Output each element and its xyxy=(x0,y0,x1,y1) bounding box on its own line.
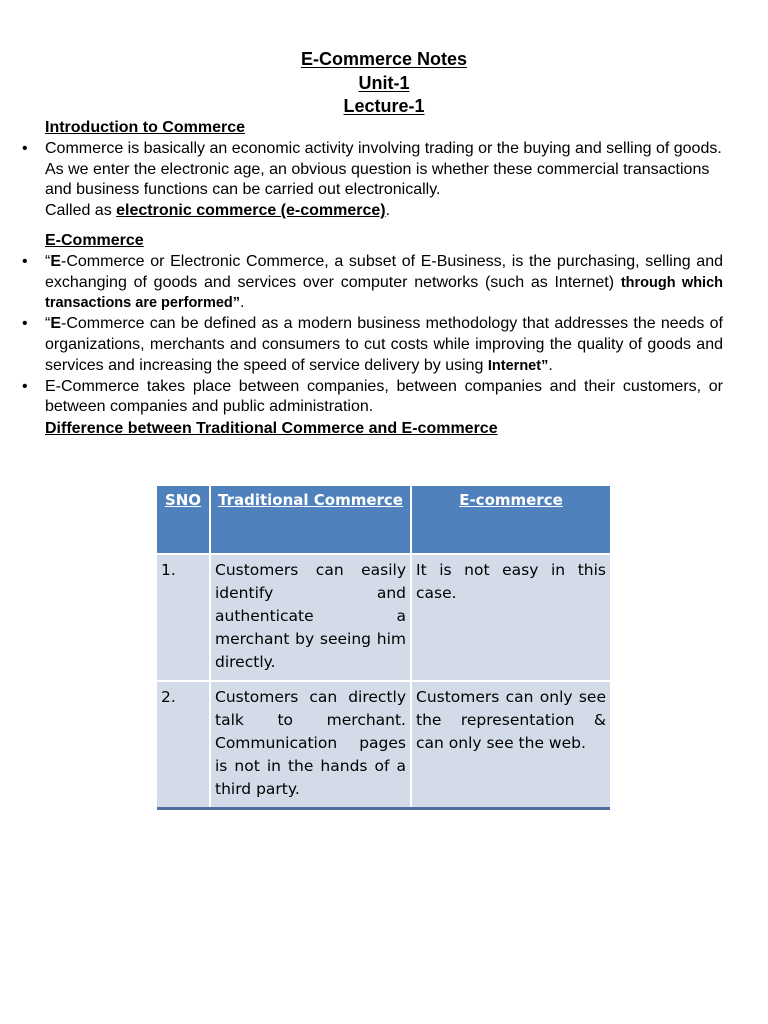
difference-heading: Difference between Traditional Commerce and E-commerce xyxy=(45,420,498,438)
def2-bold-letter: E xyxy=(50,315,61,333)
intro-line-3-term: electronic commerce (e-commerce) xyxy=(116,202,386,220)
def2-end: . xyxy=(548,356,553,374)
intro-line-3-suffix: . xyxy=(385,202,391,220)
document-title: E-Commerce Notes xyxy=(300,49,468,69)
bullet-symbol: • xyxy=(22,139,28,157)
header-traditional: Traditional Commerce xyxy=(210,486,411,554)
bullet-symbol: • xyxy=(22,377,28,395)
intro-line-2: As we enter the electronic age, an obvious question is whether these commercial transactions and business functions can be carried out electronically. xyxy=(45,160,710,199)
def2-text: -Commerce can be defined as a modern business methodology that addresses the needs of organizations, merchants and consumers to cut costs while improving the quality of goods and services and increasing the speed of service delivery by using xyxy=(45,315,723,374)
bullet-symbol: • xyxy=(22,252,28,270)
table-row xyxy=(157,554,610,681)
table-header-row xyxy=(157,486,610,554)
intro-line-3-prefix: Called as xyxy=(45,202,117,220)
ecommerce-heading: E-Commerce xyxy=(45,231,144,249)
def2-open-quote: “ xyxy=(45,315,51,333)
def1-bold-end: through which transactions are performed” xyxy=(45,274,724,312)
notes-content xyxy=(22,118,723,440)
def1-end: . xyxy=(240,294,245,312)
def2-bold-end: Internet” xyxy=(487,357,549,374)
unit-title: Unit-1 xyxy=(358,72,410,93)
cell-ecommerce: Customers can only see the representation & can only see the web. xyxy=(411,681,610,809)
table-row xyxy=(157,681,610,809)
title-block xyxy=(0,48,768,119)
comparison-table-wrap xyxy=(157,486,610,810)
cell-traditional: Customers can directly talk to merchant. Communication pages is not in the hands of a third party. xyxy=(210,681,411,809)
ecommerce-def-2 xyxy=(22,314,723,376)
ecommerce-def-1 xyxy=(22,252,723,314)
intro-bullet xyxy=(22,139,723,160)
bullet-symbol: • xyxy=(22,315,28,333)
def1-bold-letter: E xyxy=(50,252,61,270)
def3-text: E-Commerce takes place between companies, between companies and their customers, or between companies and public administration. xyxy=(45,377,723,416)
intro-line-3 xyxy=(45,201,723,222)
cell-sno: 2. xyxy=(157,681,210,809)
cell-sno: 1. xyxy=(157,554,210,681)
ecommerce-def-3 xyxy=(22,377,723,419)
cell-ecommerce: It is not easy in this case. xyxy=(411,554,610,681)
cell-traditional: Customers can easily identify and authenticate a merchant by seeing him directly. xyxy=(210,554,411,681)
header-ecommerce: E-commerce xyxy=(411,486,610,554)
intro-line-1: Commerce is basically an economic activity involving trading or the buying and selling of goods. xyxy=(45,139,722,157)
def1-text: -Commerce or Electronic Commerce, a subset of E-Business, is the purchasing, selling and exchanging of goods and services over computer networks (such as Internet) xyxy=(45,252,723,291)
header-sno: SNO xyxy=(157,486,210,554)
comparison-table xyxy=(157,486,610,810)
lecture-title: Lecture-1 xyxy=(343,96,425,116)
def1-open-quote: “ xyxy=(45,252,51,270)
intro-heading: Introduction to Commerce xyxy=(45,119,246,136)
